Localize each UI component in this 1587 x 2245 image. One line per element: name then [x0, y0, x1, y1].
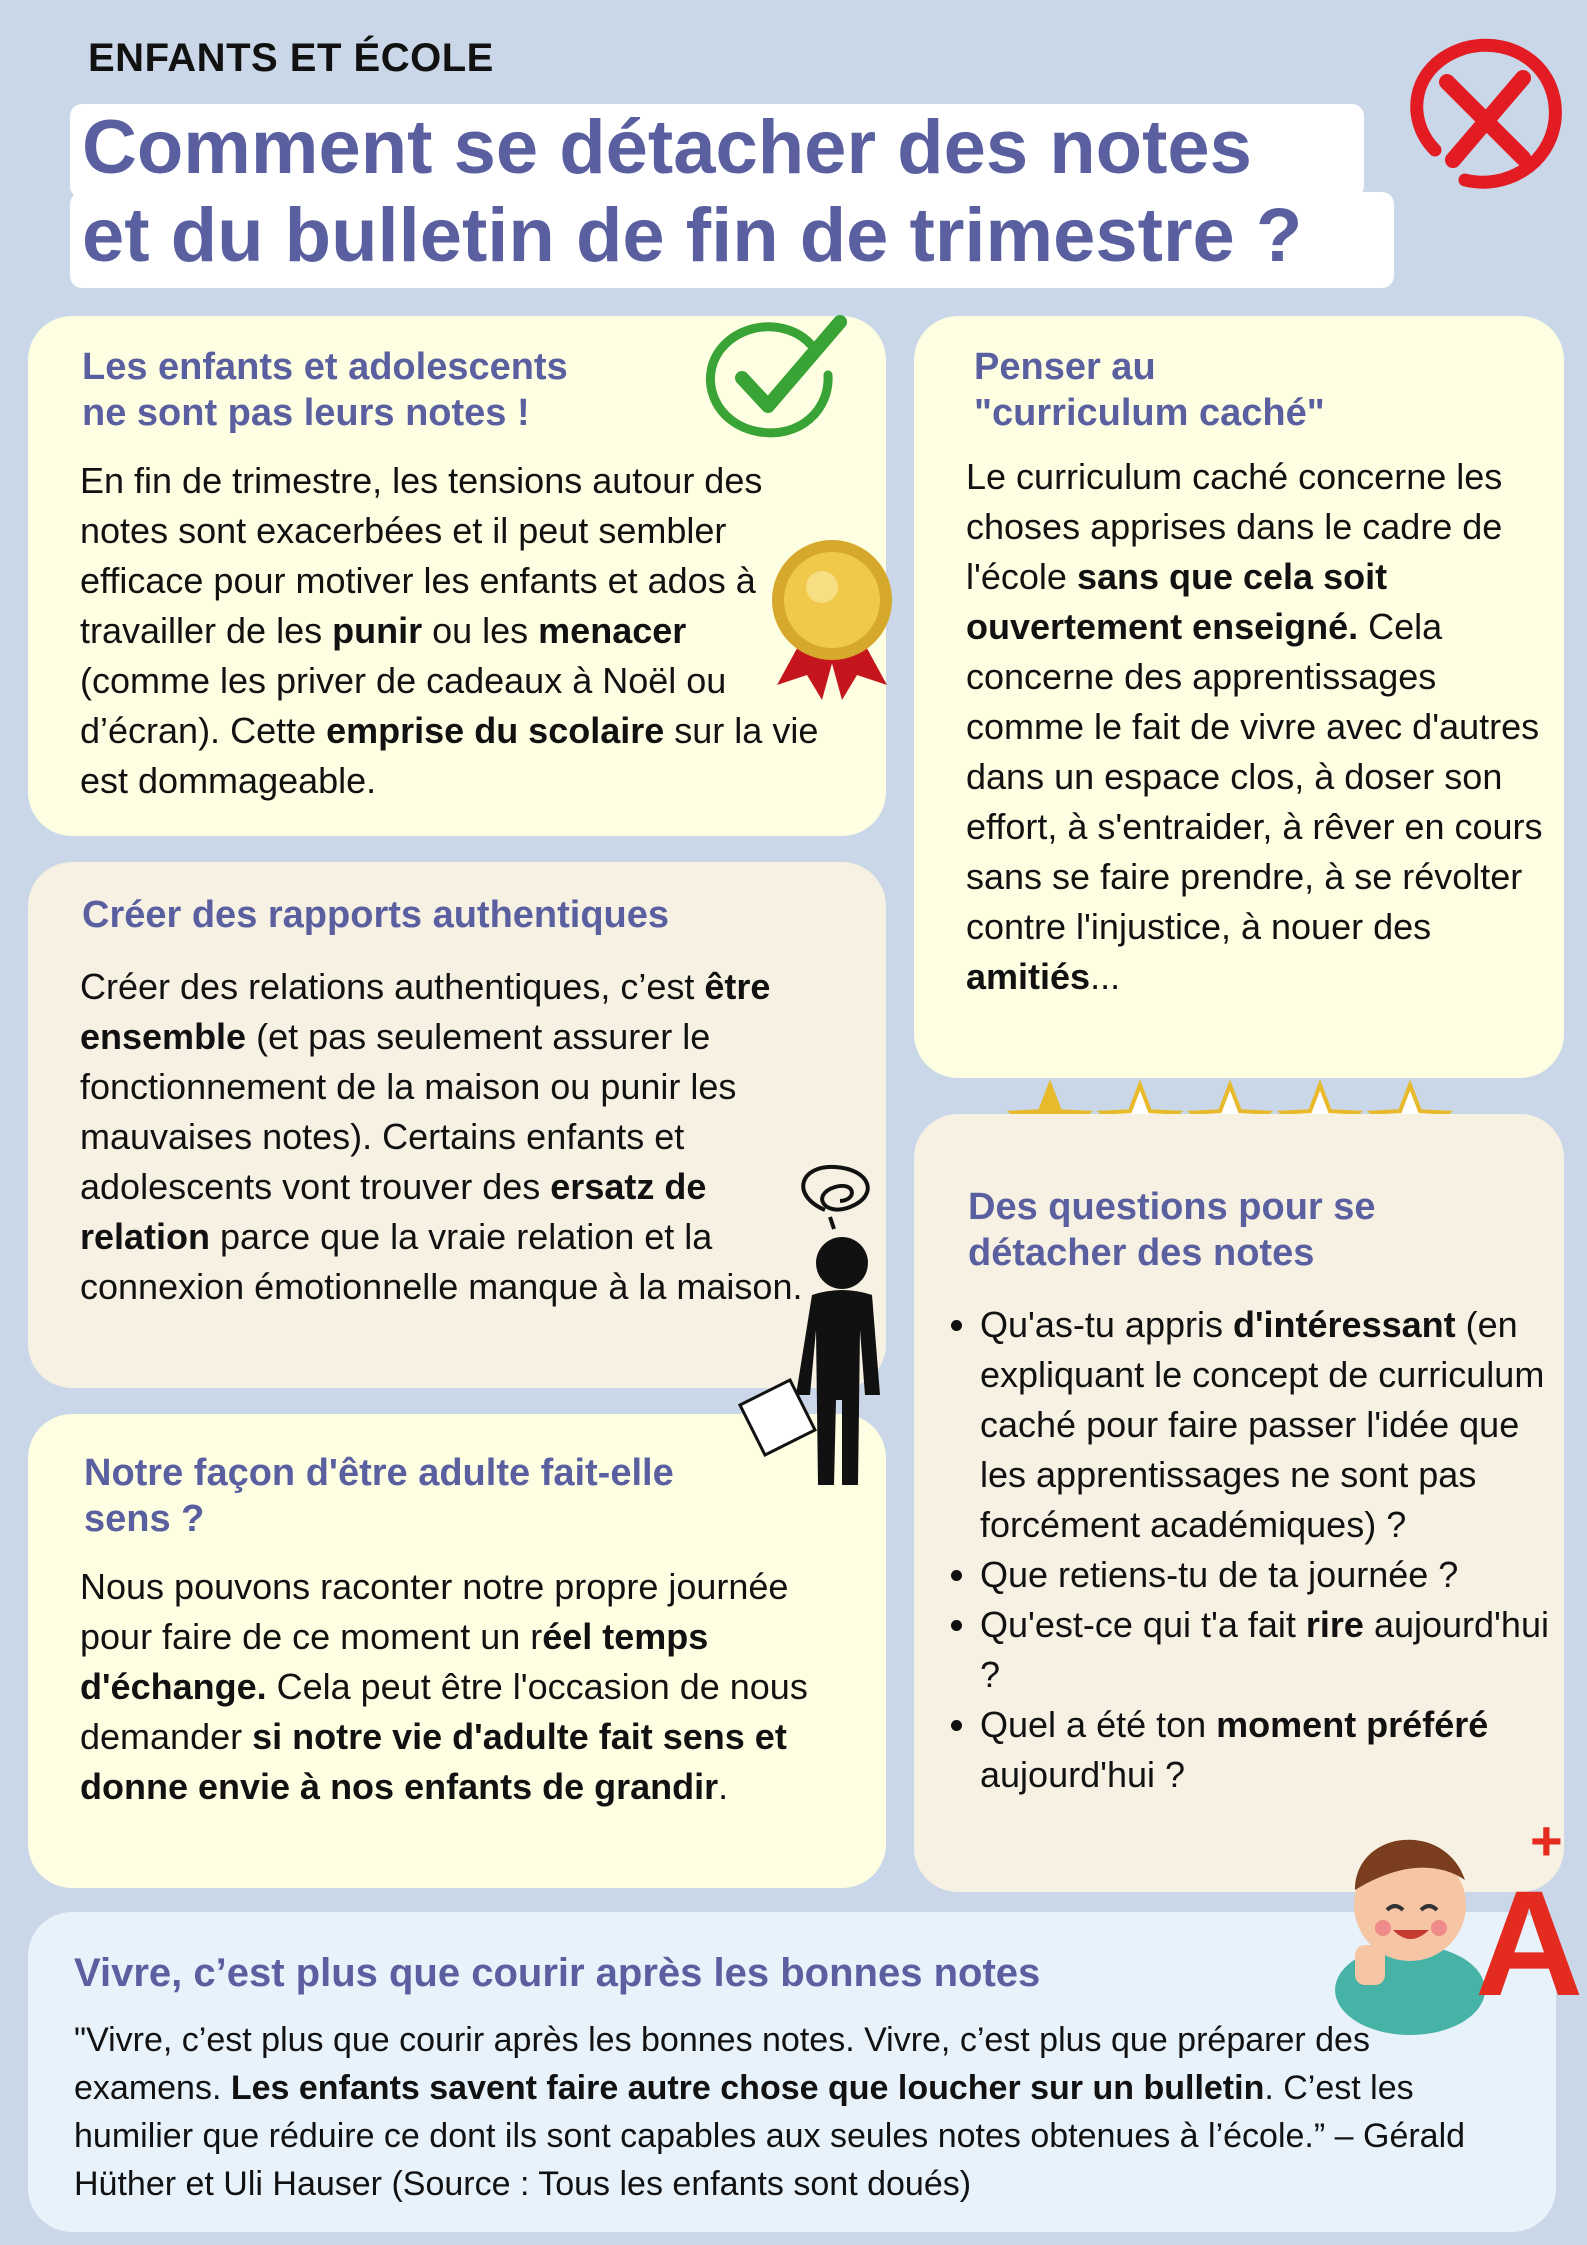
gold-medal-icon [752, 535, 912, 705]
card6-body: "Vivre, c’est plus que courir après les bonnes notes. Vivre, c’est plus que préparer des examens. Les enfants savent faire autre chose que loucher sur un bulletin. C’est les humilier que réduire ce dont ils sont capables aux seules notes obtenues à l’école.” – Gérald Hüther et Uli Hauser (Source : Tous les enfants sont doués) [74, 2021, 1466, 2203]
card1-body: En fin de trimestre, les tensions autour des notes sont exacerbées et il peut sembler efficace pour motiver les enfants et ados à travailler de les punir ou les menacer (comme les priver de cadeaux à Noël ou d’écran). Cette emprise du scolaire sur la vie est dommageable. [80, 460, 819, 801]
questions-list [944, 1300, 1560, 1800]
card5-title-line1: Notre façon d'être adulte fait-elle [84, 1452, 674, 1494]
boy-grade-icon [1325, 1790, 1584, 2027]
title-text-1: Comment se détacher des notes [82, 105, 1252, 190]
grade-plus: + [1530, 1809, 1563, 1872]
title-text-2: et du bulletin de fin de trimestre ? [82, 193, 1303, 278]
title-line-2 [70, 192, 1394, 288]
question-3: • Qu'est-ce qui t'a fait rire aujourd'hui ? [980, 1600, 1560, 1700]
card5-title-line2: sens ? [84, 1498, 205, 1540]
red-cross-icon [1395, 30, 1575, 200]
card3-title: Créer des rapports authentiques [82, 894, 670, 936]
card1-title-line1: Les enfants et adolescents [82, 346, 568, 388]
card2-title-line1: Penser au [974, 346, 1156, 388]
card6-title: Vivre, c’est plus que courir après les bonnes notes [74, 1951, 1041, 1995]
card-hidden-curriculum [914, 316, 1564, 1078]
card5-body: Nous pouvons raconter notre propre journée pour faire de ce moment un réel temps d'échange. Cela peut être l'occasion de nous demander si notre vie d'adulte fait sens et donne envie à nos enfants de grandir. [80, 1566, 808, 1807]
card1-title [82, 344, 568, 436]
card-questions [914, 1114, 1564, 1892]
card5-title [84, 1450, 674, 1542]
question-2: • Que retiens-tu de ta journée ? [980, 1550, 1560, 1600]
grade-letter: A [1475, 1859, 1584, 2027]
kicker: ENFANTS ET ÉCOLE [88, 36, 494, 80]
card2-title-line2: "curriculum caché" [974, 392, 1325, 434]
card1-title-line2: ne sont pas leurs notes ! [82, 392, 530, 434]
card4-title-line2: détacher des notes [968, 1232, 1315, 1274]
title-line-1 [70, 104, 1364, 198]
card3-body: Créer des relations authentiques, c’est être ensemble (et pas seulement assurer le fonctionnement de la maison ou punir les mauvaises notes). Certains enfants et adolescents vont trouver des ersatz de relation parce que la vraie relation et la connexion émotionnelle manque à la maison. [80, 966, 803, 1307]
green-check-icon [700, 310, 850, 445]
thinking-person-icon [730, 1155, 930, 1495]
card2-title [974, 344, 1325, 436]
question-1: • Qu'as-tu appris d'intéressant (en expliquant le concept de curriculum caché pour faire passer l'idée que les apprentissages ne sont pas forcément académiques) ? [980, 1300, 1560, 1550]
card4-title-line1: Des questions pour se [968, 1186, 1376, 1228]
question-4: • Quel a été ton moment préféré aujourd'hui ? [980, 1700, 1560, 1800]
card2-body: Le curriculum caché concerne les choses apprises dans le cadre de l'école sans que cela soit ouvertement enseigné. Cela concerne des apprentissages comme le fait de vivre avec d'autres dans un espace clos, à doser son effort, à s'entraider, à rêver en cours sans se faire prendre, à se révolter contre l'injustice, à nouer des amitiés... [966, 456, 1543, 997]
card4-title [968, 1184, 1376, 1276]
